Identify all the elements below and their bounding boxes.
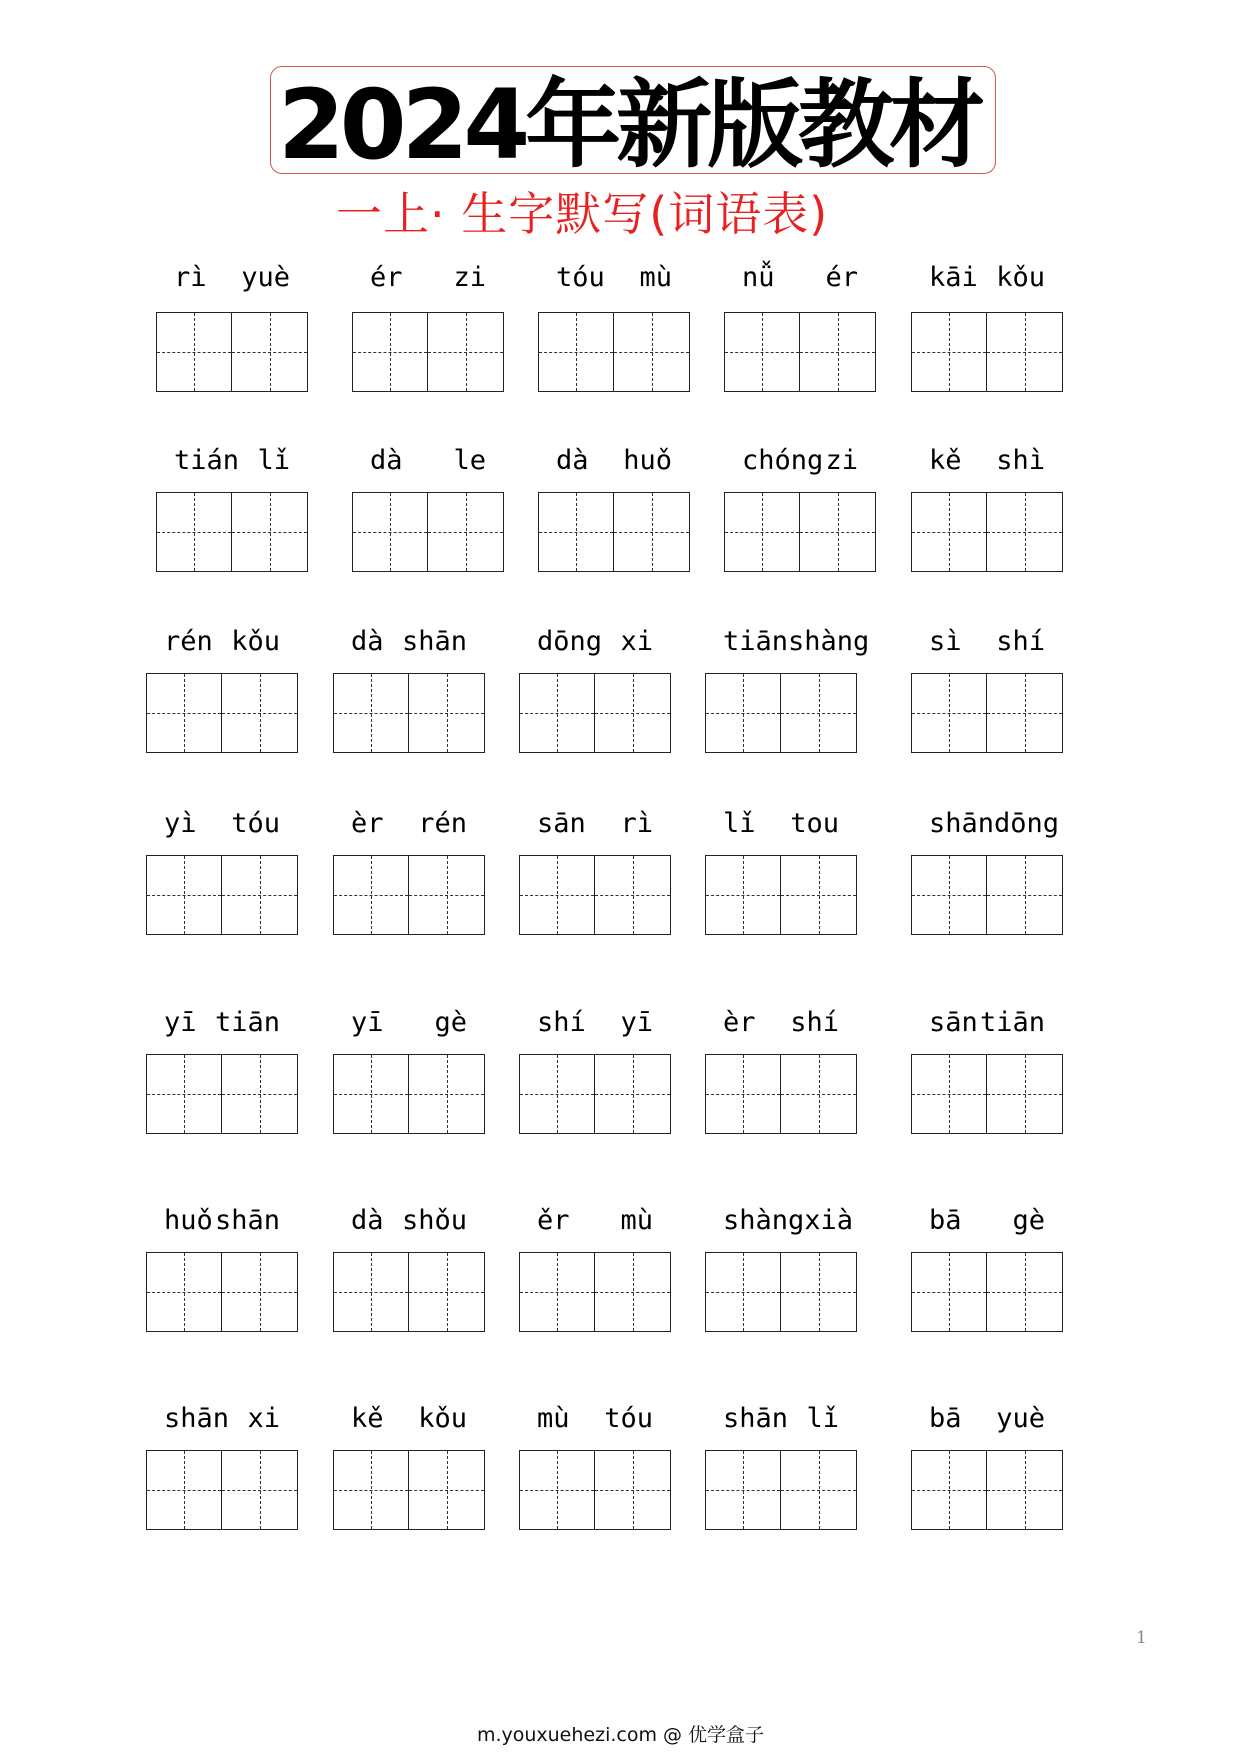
tianzige-cell[interactable]	[987, 855, 1063, 935]
pinyin-label	[911, 1399, 1063, 1439]
pinyin-syllable: gè	[434, 1007, 467, 1038]
writing-boxes	[352, 312, 504, 392]
pinyin-label	[519, 622, 671, 662]
pinyin-syllable: bā	[929, 1403, 962, 1434]
tianzige-cell[interactable]	[987, 673, 1063, 753]
tianzige-cell[interactable]	[987, 1450, 1063, 1530]
tianzige-cell[interactable]	[409, 855, 485, 935]
tianzige-cell[interactable]	[352, 312, 428, 392]
pinyin-label	[538, 258, 690, 298]
tianzige-cell[interactable]	[800, 312, 876, 392]
tianzige-cell[interactable]	[595, 1450, 671, 1530]
writing-boxes	[724, 492, 876, 572]
pinyin-syllable: ěr	[537, 1205, 570, 1236]
tianzige-cell[interactable]	[781, 1252, 857, 1332]
writing-boxes	[538, 492, 690, 572]
writing-boxes	[911, 312, 1063, 392]
writing-boxes	[705, 1450, 857, 1530]
pinyin-syllable: xià	[804, 1205, 854, 1236]
pinyin-label	[724, 441, 876, 481]
pinyin-syllable: bā	[929, 1205, 962, 1236]
tianzige-cell[interactable]	[146, 673, 222, 753]
pinyin-syllable: xi	[620, 626, 653, 657]
writing-boxes	[705, 1054, 857, 1134]
pinyin-label	[146, 622, 298, 662]
tianzige-cell[interactable]	[333, 1054, 409, 1134]
writing-boxes	[519, 1054, 671, 1134]
pinyin-label	[146, 1003, 298, 1043]
pinyin-syllable: kǒu	[418, 1403, 467, 1434]
tianzige-cell[interactable]	[538, 312, 614, 392]
tianzige-cell[interactable]	[333, 855, 409, 935]
pinyin-label	[519, 1201, 671, 1241]
pinyin-syllable: nǚ	[742, 262, 775, 293]
pinyin-syllable: huǒ	[623, 445, 672, 476]
pinyin-syllable: kǒu	[996, 262, 1045, 293]
pinyin-syllable: zi	[825, 445, 858, 476]
tianzige-cell[interactable]	[352, 492, 428, 572]
tianzige-cell[interactable]	[146, 855, 222, 935]
page-title: 2024年新版教材	[278, 69, 981, 181]
pinyin-syllable: shān	[164, 1403, 230, 1434]
pinyin-syllable: ér	[825, 262, 858, 293]
tianzige-cell[interactable]	[519, 855, 595, 935]
pinyin-syllable: chóng	[742, 445, 824, 476]
pinyin-syllable: dōng	[537, 626, 603, 657]
pinyin-syllable: shàng	[723, 1205, 805, 1236]
tianzige-cell[interactable]	[409, 1252, 485, 1332]
pinyin-syllable: yuè	[241, 262, 290, 293]
tianzige-cell[interactable]	[987, 1252, 1063, 1332]
pinyin-syllable: sān	[537, 808, 586, 839]
tianzige-cell[interactable]	[222, 855, 298, 935]
tianzige-cell[interactable]	[595, 1054, 671, 1134]
pinyin-syllable: gè	[1012, 1205, 1045, 1236]
pinyin-syllable: le	[453, 445, 486, 476]
tianzige-cell[interactable]	[781, 1054, 857, 1134]
writing-boxes	[705, 1252, 857, 1332]
tianzige-cell[interactable]	[705, 1054, 781, 1134]
tianzige-cell[interactable]	[428, 312, 504, 392]
tianzige-cell[interactable]	[222, 673, 298, 753]
tianzige-cell[interactable]	[519, 1054, 595, 1134]
pinyin-label	[333, 1201, 485, 1241]
writing-boxes	[156, 312, 308, 392]
pinyin-label	[705, 804, 857, 844]
tianzige-cell[interactable]	[724, 312, 800, 392]
tianzige-cell[interactable]	[222, 1054, 298, 1134]
tianzige-cell[interactable]	[614, 312, 690, 392]
pinyin-label	[333, 1003, 485, 1043]
pinyin-syllable: dà	[556, 445, 589, 476]
pinyin-syllable: tou	[790, 808, 839, 839]
writing-boxes	[538, 312, 690, 392]
pinyin-syllable: lǐ	[723, 808, 756, 839]
writing-boxes	[519, 1252, 671, 1332]
pinyin-syllable: shì	[996, 445, 1045, 476]
tianzige-cell[interactable]	[800, 492, 876, 572]
writing-boxes	[333, 1252, 485, 1332]
pinyin-label	[911, 258, 1063, 298]
pinyin-syllable: tiān	[979, 1007, 1045, 1038]
pinyin-syllable: ér	[370, 262, 403, 293]
writing-boxes	[519, 855, 671, 935]
writing-boxes	[333, 1450, 485, 1530]
pinyin-syllable: rì	[620, 808, 653, 839]
writing-boxes	[146, 1054, 298, 1134]
pinyin-syllable: yuè	[996, 1403, 1045, 1434]
pinyin-syllable: lǐ	[257, 445, 290, 476]
tianzige-cell[interactable]	[519, 1252, 595, 1332]
pinyin-label	[538, 441, 690, 481]
tianzige-cell[interactable]	[146, 1252, 222, 1332]
writing-boxes	[911, 855, 1063, 935]
writing-boxes	[146, 673, 298, 753]
tianzige-cell[interactable]	[519, 1450, 595, 1530]
pinyin-syllable: yī	[351, 1007, 384, 1038]
pinyin-syllable: èr	[723, 1007, 756, 1038]
pinyin-syllable: dōng	[994, 808, 1060, 839]
footer-credit: m.youxuehezi.com @ 优学盒子	[476, 1724, 765, 1746]
pinyin-syllable: dà	[351, 626, 384, 657]
writing-boxes	[705, 673, 857, 753]
writing-boxes	[146, 855, 298, 935]
tianzige-cell[interactable]	[911, 1450, 987, 1530]
tianzige-cell[interactable]	[987, 312, 1063, 392]
pinyin-syllable: shí	[537, 1007, 586, 1038]
tianzige-cell[interactable]	[333, 673, 409, 753]
writing-boxes	[911, 673, 1063, 753]
writing-boxes	[156, 492, 308, 572]
pinyin-syllable: tóu	[231, 808, 280, 839]
pinyin-syllable: zi	[453, 262, 486, 293]
pinyin-syllable: mù	[620, 1205, 653, 1236]
pinyin-syllable: sì	[929, 626, 962, 657]
tianzige-cell[interactable]	[911, 673, 987, 753]
pinyin-syllable: kě	[929, 445, 962, 476]
pinyin-label	[146, 1399, 298, 1439]
pinyin-syllable: yī	[620, 1007, 653, 1038]
pinyin-label	[911, 804, 1063, 844]
tianzige-cell[interactable]	[595, 855, 671, 935]
pinyin-syllable: shān	[723, 1403, 789, 1434]
tianzige-cell[interactable]	[333, 1252, 409, 1332]
pinyin-syllable: shǒu	[401, 1205, 467, 1236]
pinyin-syllable: rì	[174, 262, 207, 293]
pinyin-syllable: shàng	[788, 626, 870, 657]
pinyin-syllable: mù	[537, 1403, 570, 1434]
pinyin-syllable: shān	[929, 808, 995, 839]
pinyin-syllable: shí	[996, 626, 1045, 657]
pinyin-label	[146, 804, 298, 844]
tianzige-cell[interactable]	[595, 673, 671, 753]
tianzige-cell[interactable]	[705, 855, 781, 935]
tianzige-cell[interactable]	[705, 1252, 781, 1332]
tianzige-cell[interactable]	[146, 1450, 222, 1530]
writing-boxes	[911, 1054, 1063, 1134]
pinyin-label	[705, 622, 870, 662]
pinyin-syllable: yī	[164, 1007, 197, 1038]
tianzige-cell[interactable]	[781, 673, 857, 753]
pinyin-syllable: dà	[351, 1205, 384, 1236]
pinyin-label	[519, 1003, 671, 1043]
tianzige-cell[interactable]	[987, 492, 1063, 572]
pinyin-label	[352, 441, 504, 481]
tianzige-cell[interactable]	[911, 1252, 987, 1332]
pinyin-label	[705, 1003, 857, 1043]
pinyin-label	[724, 258, 876, 298]
pinyin-syllable: rén	[164, 626, 213, 657]
tianzige-cell[interactable]	[781, 1450, 857, 1530]
pinyin-syllable: xi	[247, 1403, 280, 1434]
tianzige-cell[interactable]	[781, 855, 857, 935]
tianzige-cell[interactable]	[428, 492, 504, 572]
writing-boxes	[333, 673, 485, 753]
tianzige-cell[interactable]	[987, 1054, 1063, 1134]
pinyin-label	[333, 1399, 485, 1439]
tianzige-cell[interactable]	[724, 492, 800, 572]
pinyin-syllable: kě	[351, 1403, 384, 1434]
pinyin-label	[705, 1399, 857, 1439]
pinyin-syllable: shān	[401, 626, 467, 657]
pinyin-syllable: kāi	[929, 262, 978, 293]
pinyin-syllable: tóu	[604, 1403, 653, 1434]
pinyin-label	[333, 622, 485, 662]
tianzige-cell[interactable]	[222, 1450, 298, 1530]
tianzige-cell[interactable]	[409, 673, 485, 753]
pinyin-syllable: kǒu	[231, 626, 280, 657]
pinyin-syllable: dà	[370, 445, 403, 476]
tianzige-cell[interactable]	[911, 1054, 987, 1134]
tianzige-cell[interactable]	[222, 1252, 298, 1332]
writing-boxes	[519, 1450, 671, 1530]
pinyin-label	[911, 1201, 1063, 1241]
tianzige-cell[interactable]	[911, 492, 987, 572]
pinyin-label	[146, 1201, 298, 1241]
writing-boxes	[911, 492, 1063, 572]
pinyin-syllable: mù	[639, 262, 672, 293]
page-number: 1	[1136, 1628, 1147, 1648]
pinyin-label	[352, 258, 504, 298]
tianzige-cell[interactable]	[911, 855, 987, 935]
pinyin-label	[156, 258, 308, 298]
tianzige-cell[interactable]	[538, 492, 614, 572]
tianzige-cell[interactable]	[595, 1252, 671, 1332]
pinyin-syllable: sān	[929, 1007, 978, 1038]
writing-boxes	[146, 1252, 298, 1332]
pinyin-label	[911, 1003, 1063, 1043]
tianzige-cell[interactable]	[232, 312, 308, 392]
pinyin-label	[519, 1399, 671, 1439]
pinyin-label	[156, 441, 308, 481]
tianzige-cell[interactable]	[614, 492, 690, 572]
writing-boxes	[911, 1450, 1063, 1530]
tianzige-cell[interactable]	[232, 492, 308, 572]
pinyin-syllable: shí	[790, 1007, 839, 1038]
tianzige-cell[interactable]	[519, 673, 595, 753]
page-subtitle: 一上· 生字默写(词语表)	[336, 187, 829, 241]
tianzige-cell[interactable]	[156, 312, 232, 392]
tianzige-cell[interactable]	[705, 673, 781, 753]
pinyin-syllable: èr	[351, 808, 384, 839]
pinyin-syllable: huǒ	[164, 1205, 213, 1236]
tianzige-cell[interactable]	[409, 1450, 485, 1530]
writing-boxes	[333, 855, 485, 935]
pinyin-syllable: shān	[214, 1205, 280, 1236]
writing-boxes	[352, 492, 504, 572]
pinyin-label	[333, 804, 485, 844]
pinyin-label	[705, 1201, 857, 1241]
writing-boxes	[705, 855, 857, 935]
pinyin-syllable: tián	[174, 445, 240, 476]
pinyin-syllable: tiān	[214, 1007, 280, 1038]
writing-boxes	[333, 1054, 485, 1134]
pinyin-syllable: tiān	[723, 626, 789, 657]
pinyin-syllable: tóu	[556, 262, 605, 293]
writing-boxes	[911, 1252, 1063, 1332]
pinyin-syllable: lǐ	[806, 1403, 839, 1434]
tianzige-cell[interactable]	[146, 1054, 222, 1134]
pinyin-label	[519, 804, 671, 844]
tianzige-cell[interactable]	[911, 312, 987, 392]
pinyin-label	[911, 622, 1063, 662]
tianzige-cell[interactable]	[705, 1450, 781, 1530]
pinyin-syllable: yì	[164, 808, 197, 839]
tianzige-cell[interactable]	[156, 492, 232, 572]
tianzige-cell[interactable]	[409, 1054, 485, 1134]
writing-boxes	[146, 1450, 298, 1530]
writing-boxes	[519, 673, 671, 753]
pinyin-label	[911, 441, 1063, 481]
tianzige-cell[interactable]	[333, 1450, 409, 1530]
writing-boxes	[724, 312, 876, 392]
pinyin-syllable: rén	[418, 808, 467, 839]
